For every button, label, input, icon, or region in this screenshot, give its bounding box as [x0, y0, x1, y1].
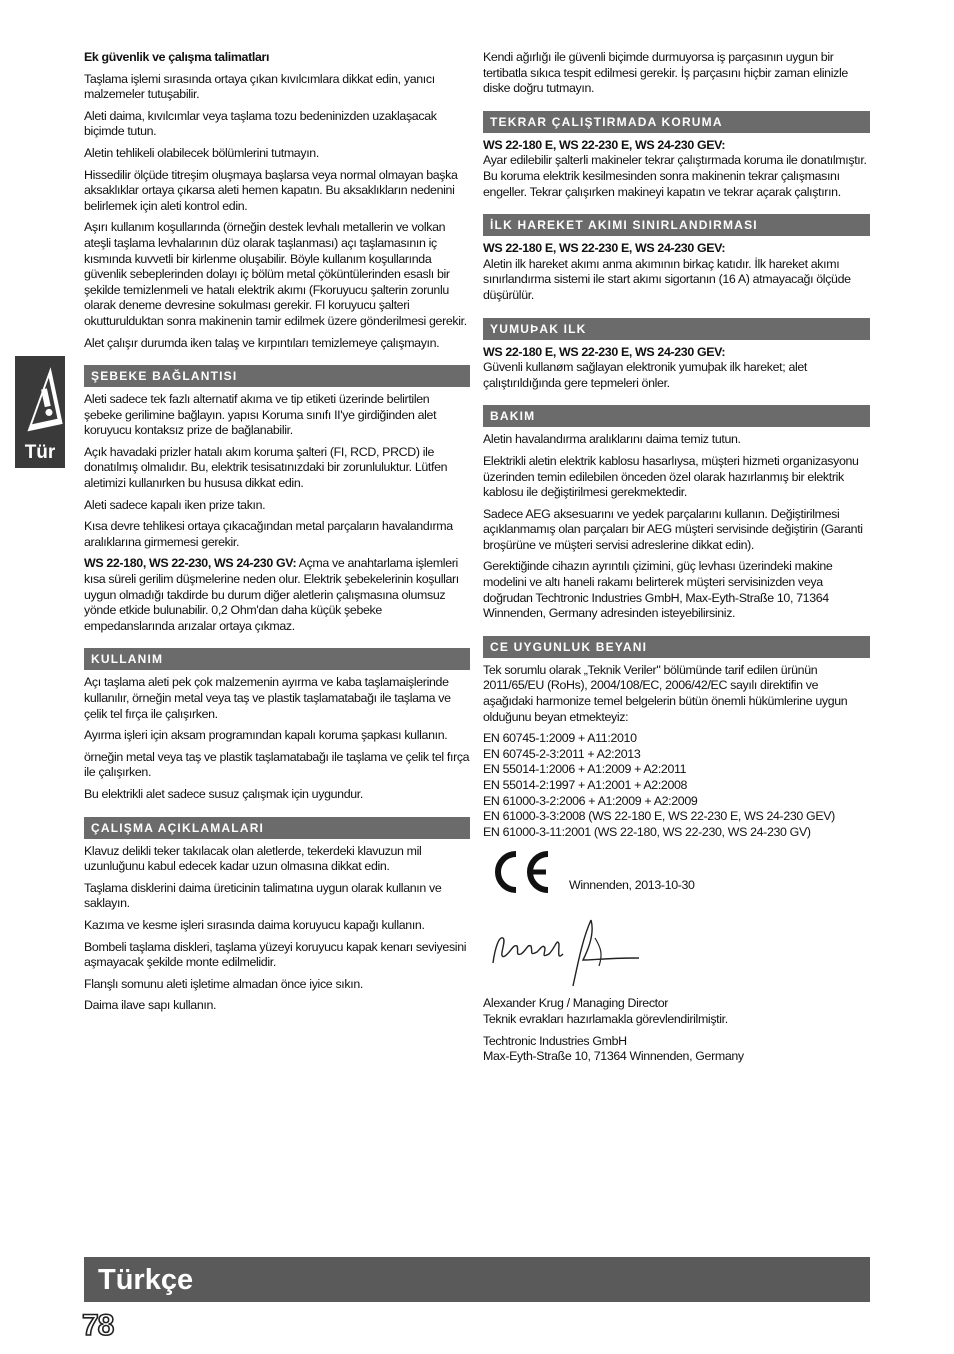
company-address: Max-Eyth-Straße 10, 71364 Winnenden, Germany [483, 1049, 744, 1064]
standard-item: EN 60745-2-3:2011 + A2:2013 [483, 746, 641, 761]
language-tab-label: Tür [24, 442, 56, 463]
left-column [84, 50, 470, 1020]
page-number: 78 [82, 1309, 114, 1342]
warning-triangle-icon [17, 364, 63, 434]
footer-language-bar [84, 1257, 870, 1302]
paragraph: Sadece AEG aksesuarını ve yedek parçalarını kullanın. Değiştirilmesi açıklanmamış olan parçaları bir AEG müşteri servisinde değiştirin (Garanti broşürüne ve müşteri servisi adreslerine dikkat edin). [483, 506, 863, 552]
paragraph: Kendi ağırlığı ile güvenli biçimde durmuyorsa iş parçasının uygun bir tertibatla sıkıca tespit edilmesi gerekir. İş parçasını hiçbir zaman elinizle diske doğru tutmayın. [483, 50, 848, 96]
paragraph: Flanşlı somunu aleti işletime almadan önce iyice sıkın. [84, 976, 363, 991]
section-header-softstart: YUMUÞAK ILK [483, 318, 870, 340]
ce-mark-row [483, 848, 870, 908]
paragraph-text: Aletin ilk hareket akımı anma akımının birkaç katıdır. İlk hareket akımı sınırlandırma sistemi ile start akımı sigortanın (16 A) atmayacağı ölçüde düşürülür. [483, 256, 851, 302]
model-list: WS 22-180 E, WS 22-230 E, WS 24-230 GEV: [483, 344, 726, 359]
paragraph-text: Güvenli kullanøm sağlayan elektronik yumuþak ilk hareket; alet çalıştırıldığında gere tepmeleri önler. [483, 360, 808, 390]
paragraph: Kısa devre tehlikesi ortaya çıkacağından metal parçaların havalandırma aralıklarına girmemesi gerekir. [84, 519, 453, 549]
section-header-ce: CE UYGUNLUK BEYANI [483, 636, 870, 658]
paragraph: Taşlama disklerini daima üreticinin talimatına uygun olarak kullanın ve saklayın. [84, 880, 442, 911]
paragraph: Kazıma ve kesme işleri sırasında daima koruyucu kapağı kullanın. [84, 917, 425, 932]
authorized-text: Teknik evrakları hazırlamakla görevlendirilmiştir. [483, 1011, 728, 1026]
model-list: WS 22-180, WS 22-230, WS 24-230 GV: [84, 556, 297, 571]
paragraph: Ayırma işleri için aksam programından kapalı koruma şapkası kullanın. [84, 728, 448, 743]
standard-item: EN 55014-1:2006 + A1:2009 + A2:2011 [483, 762, 687, 777]
paragraph: Aşırı kullanım koşullarında (örneğin destek levhalı metallerin ve volkan ateşli taşlama levhalarının düz olarak taşlanması) açı taşlamasının iç kısmında kuvvetli bir kirlenme oluşabilir. Böyle kullanım koşullarında güvenlik sebeplerinden dolayı iç bölüm metal çöküntülerinden esaslı bir şekilde temizlenmeli ve hatalı elektrik akımı (Fkoruyucu şalterin zorunlu olarak deneme devresine sokulması gerekir. FI koruyucu şalteri okutturulduktan sonra makinenin tamir edilmek üzere gönderilmesi gerekir. [84, 220, 467, 328]
paragraph: Elektrikli aletin elektrik kablosu hasarlıysa, müşteri hizmeti organizasyonu üzerinden temin edilebilen önceden özel olarak hazırlanmış bir elektrik kablosu ile değiştirilmesi gerekmektedir. [483, 453, 859, 500]
signer-name: Alexander Krug / Managing Director [483, 996, 669, 1011]
paragraph-text: Açma ve anahtarlama işlemleri kısa süreli gerilim düşmelerine neden olur. Elektrik şebekelerinin koşulları uygun olmadığı takdirde bu durum diğer aletlerin çalışmasına olumsuz yönde etkide bulunabilir. 0,2 Ohm'dan daha küçük şebeke empedanslarında arızalar ortaya çıkmaz. [84, 556, 459, 633]
paragraph: Taşlama işlemi sırasında ortaya çıkan kıvılcımlara dikkat edin, yanıcı malzemeler tutuşabilir. [84, 71, 435, 102]
paragraph: örneğin metal veya taş ve plastik taşlamatabağı ile taşlama ve çelik tel fırça ile çalışırken. [84, 749, 470, 780]
paragraph: Alet çalışır durumda iken talaş ve kırpıntıları temizlemeye çalışmayın. [84, 335, 440, 350]
section-header-restart: TEKRAR ÇALIŞTIRMADA KORUMA [483, 111, 870, 133]
paragraph: Açı taşlama aleti pek çok malzemenin ayırma ve kaba taşlamaişlerinde kullanılır, örneğin metal veya taş ve plastik taşlamatabağı ile taşlama ve çelik tel fırça ile çalışırken. [84, 675, 451, 721]
paragraph [483, 138, 870, 200]
section-header-mains: ŞEBEKE BAĞLANTISI [84, 365, 470, 387]
section-header-maintenance: BAKIM [483, 405, 870, 427]
paragraph: Aletin havalandırma aralıklarını daima temiz tutun. [483, 432, 741, 447]
paragraph [84, 556, 470, 634]
paragraph [483, 345, 870, 392]
safety-heading: Ek güvenlik ve çalışma talimatları [84, 50, 270, 64]
section-header-inrush: İLK HAREKET AKIMI SINIRLANDIRMASI [483, 214, 870, 236]
paragraph: Gerektiğinde cihazın ayrıntılı çizimini, güç levhası üzerindeki makine modelini ve altı haneli rakamı belirterek müşteri servisinizden veya doğrudan Techtronic Industries GmbH, Max-Eyth-Straße 10, 71364 Winnenden, Germany adresinden isteyebilirsiniz. [483, 559, 833, 621]
paragraph: Aleti daima, kıvılcımlar veya taşlama tozu bedeninizden uzaklaşacak biçimde tutun. [84, 108, 437, 139]
paragraph: Bombeli taşlama diskleri, taşlama yüzeyi koruyucu kapak kenarı seviyesini aşmayacak şekilde monte edilmelidir. [84, 939, 467, 970]
paragraph: Aleti sadece tek fazlı alternatif akıma ve tip etiketi üzerinde belirtilen şebeke gerilimine bağlayın. yapısı Koruma sınıfı II'ye girdiğinden alet koruyucu kontaksız prize de bağlanabilir. [84, 392, 437, 438]
paragraph: Daima ilave sapı kullanın. [84, 998, 217, 1013]
company-name: Techtronic Industries GmbH [483, 1033, 627, 1048]
standard-item: EN 61000-3-11:2001 (WS 22-180, WS 22-230, WS 24-230 GV) [483, 824, 811, 839]
paragraph: Klavuz delikli teker takılacak olan aletlerde, tekerdeki klavuzun mil uzunluğunu kabul edecek kadar uzun olmasına dikkat edin. [84, 843, 422, 874]
right-column [483, 50, 870, 1071]
paragraph: Bu elektrikli alet sadece susuz çalışmak için uygundur. [84, 786, 363, 801]
ce-mark-icon [488, 848, 552, 896]
model-list: WS 22-180 E, WS 22-230 E, WS 24-230 GEV: [483, 137, 726, 152]
paragraph [483, 241, 870, 303]
paragraph: Açık havadaki prizler hatalı akım koruma şalteri (FI, RCD, PRCD) ile donatılmış olmalıdır. Bu, elektrik tesisatınızdaki bir zorunluluktur. Lütfen aletimizi kullanırken bu hususa dikkat edin. [84, 444, 448, 491]
paragraph: Aleti sadece kapalı iken prize takın. [84, 497, 266, 512]
paragraph: Aletin tehlikeli olabilecek bölümlerini tutmayın. [84, 145, 319, 160]
paragraph-text: Ayar edilebilir şalterli makineler tekrar çalıştırmada koruma ile donatılmıştır. Bu koruma elektrik kesilmesinden sonra makinenin tekrar çalışmasını engeller. Tekrar çalışırken makineyi kapatın ve tekrar açarak çalıştırın. [483, 153, 867, 199]
standard-item: EN 61000-3-2:2006 + A1:2009 + A2:2009 [483, 793, 698, 808]
signature-image [483, 908, 870, 990]
standard-item: EN 61000-3-3:2008 (WS 22-180 E, WS 22-230 E, WS 24-230 GEV) [483, 809, 835, 824]
place-date: Winnenden, 2013-10-30 [569, 878, 695, 893]
language-side-tab [15, 356, 65, 468]
paragraph: Hissedilir ölçüde titreşim oluşmaya başlarsa veya normal olmayan başka aksaklıklar ortaya çıkarsa aleti hemen kapatın. Bu aksaklıkların nedenini belirlemek için aleti kontrol edin. [84, 167, 458, 213]
section-header-work: ÇALIŞMA AÇIKLAMALARI [84, 817, 470, 839]
standard-item: EN 60745-1:2009 + A11:2010 [483, 731, 637, 746]
standard-item: EN 55014-2:1997 + A1:2001 + A2:2008 [483, 778, 688, 792]
standards-list [483, 731, 870, 840]
footer-language-label: Türkçe [98, 1264, 194, 1296]
section-header-usage: KULLANIM [84, 648, 470, 670]
model-list: WS 22-180 E, WS 22-230 E, WS 24-230 GEV: [483, 241, 726, 256]
signature-icon [483, 908, 653, 990]
paragraph: Tek sorumlu olarak „Teknik Veriler" bölümünde tarif edilen ürünün 2011/65/EU (RoHs), 2004/108/EC, 2006/42/EC sayılı direktifin ve aşağıdaki harmonize temel belgelerin bütün önemli hükümlerine uygun olduğunu beyan etmekteyiz: [483, 662, 848, 724]
